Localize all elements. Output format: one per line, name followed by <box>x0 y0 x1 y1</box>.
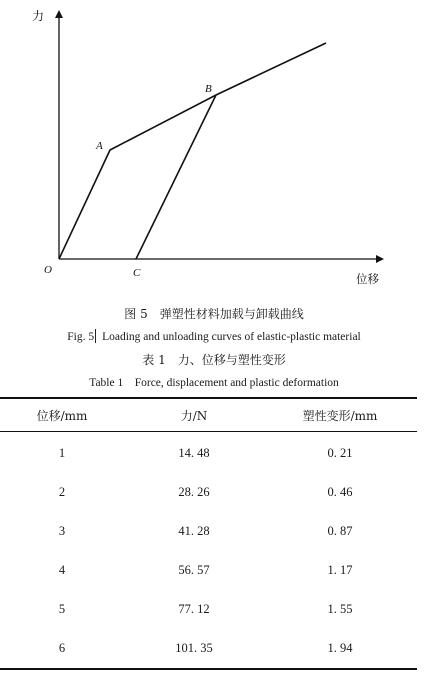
loading-unloading-diagram <box>0 0 428 300</box>
cell-displacement: 6 <box>58 641 66 655</box>
x-axis-label: 位移 <box>356 272 379 286</box>
figure-caption-en-prefix: Fig. 5 <box>67 331 95 343</box>
cell-force: 14. 48 <box>178 446 210 460</box>
table-title-cn: 表 1 力、位移与塑性变形 <box>142 353 286 367</box>
table-bottom-rule <box>0 668 417 670</box>
cell-displacement: 1 <box>58 446 66 460</box>
cell-displacement: 2 <box>58 485 66 499</box>
y-axis-label: 力 <box>32 9 45 23</box>
point-label-c: C <box>133 267 141 279</box>
cell-displacement: 4 <box>58 563 66 577</box>
figure-caption-en <box>0 329 428 343</box>
table-title-en: Table 1 Force, displacement and plastic deformation <box>89 377 339 389</box>
point-label-b: B <box>205 83 212 95</box>
cell-plastic-deformation: 0. 87 <box>327 524 353 538</box>
unloading-line <box>136 95 216 259</box>
cell-plastic-deformation: 1. 94 <box>327 641 353 655</box>
point-label-o: O <box>44 264 52 276</box>
figure-caption-en-text: Loading and unloading curves of elastic-plastic material <box>102 331 361 343</box>
cell-displacement: 3 <box>58 524 66 538</box>
table-header-plastic-deformation: 塑性变形/mm <box>302 409 378 423</box>
figure-caption-cn: 图 5 弹塑性材料加载与卸载曲线 <box>124 307 304 321</box>
cell-force: 77. 12 <box>178 602 210 616</box>
cell-force: 41. 28 <box>178 524 210 538</box>
cell-force: 101. 35 <box>175 641 213 655</box>
table-header-force: 力/N <box>180 409 208 423</box>
text-cursor <box>95 329 96 343</box>
cell-plastic-deformation: 0. 46 <box>327 485 353 499</box>
table-header-displacement: 位移/mm <box>36 409 88 423</box>
cell-plastic-deformation: 1. 55 <box>327 602 353 616</box>
cell-plastic-deformation: 0. 21 <box>327 446 353 460</box>
table-top-rule <box>0 397 417 399</box>
point-label-a: A <box>96 140 103 152</box>
cell-force: 56. 57 <box>178 563 210 577</box>
cell-force: 28. 26 <box>178 485 210 499</box>
table-header-rule <box>0 431 417 432</box>
cell-plastic-deformation: 1. 17 <box>327 563 353 577</box>
cell-displacement: 5 <box>58 602 66 616</box>
